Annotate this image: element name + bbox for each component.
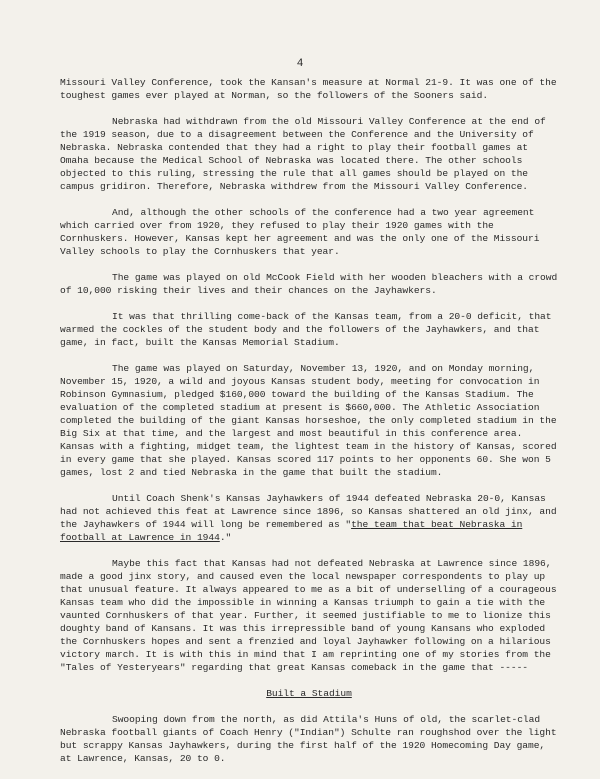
paragraph-1: Missouri Valley Conference, took the Kansan's measure at Normal 21-9. It was one of the toughest games ever played at Norman, so the followers of the Sooners said. <box>60 77 557 101</box>
paragraph-6: The game was played on Saturday, November 13, 1920, and on Monday morning, November 15, 1920, a wild and joyous Kansas student body, meeting for convocation in Robinson Gymnasium, pledged $160,000 toward the building of the Kansas Stadium. The evaluation of the completed stadium at present is $660,000. The Athletic Association completed the building of the giant Kansas horseshoe, the only completed stadium in the Big Six at that time, and the largest and most beautiful in this conference area. Kansas with a fighting, midget team, the lightest team in the history of Kansas, scored in every game that she played. Kansas scored 117 points to her opponents 60. She won 5 games, lost 2 and tied Nebraska in the game that built the stadium. <box>60 363 557 478</box>
paragraph-3: And, although the other schools of the conference had a two year agreement which carried over from 1920, they refused to play their 1920 games with the Cornhuskers. However, Kansas kept her agreement and was the only one of the Missouri Valley schools to play the Cornhuskers that year. <box>60 207 540 257</box>
page-number: 4 <box>296 58 304 70</box>
document-body <box>60 76 558 778</box>
paragraph-2: Nebraska had withdrawn from the old Missouri Valley Conference at the end of the 1919 season, due to a disagreement between the Conference and the University of Nebraska. Nebraska contended that they had a right to play their football games at Omaha because the Medical School of Nebraska was located there. The other schools objected to this ruling, stressing the rule that all games should be played on the campus gridiron. Therefore, Nebraska withdrew from the Missouri Valley Conference. <box>60 116 546 192</box>
section-heading: Built a Stadium <box>266 688 352 699</box>
paragraph-7-end: ." <box>219 532 232 543</box>
paragraph-7-text: Until Coach Shenk's Kansas Jayhawkers of 1944 defeated Nebraska 20-0, Kansas had not achieved this feat at Lawrence since 1896, so Kansas shattered an old jinx, and the Jayhawkers of 1944 will long be remembered as " <box>60 493 557 530</box>
paragraph-4: The game was played on old McCook Field with her wooden bleachers with a crowd of 10,000 risking their lives and their chances on the Jayhawkers. <box>60 272 558 296</box>
paragraph-final: Swooping down from the north, as did Attila's Huns of old, the scarlet-clad Nebraska football giants of Coach Henry ("Indian") Schulte ran roughshod over the light but scrappy Kansas Jayhawkers, during the first half of the 1920 Homecoming Day game, at Lawrence, Kansas, 20 to 0. <box>60 714 557 764</box>
paragraph-7 <box>60 492 558 544</box>
paragraph-8: Maybe this fact that Kansas had not defeated Nebraska at Lawrence since 1896, made a good jinx story, and caused even the local newspaper correspondents to play up that unusual feature. It always appeared to me as a bit of underselling of a courageous Kansas team who did the impossible in winning a Kansas triumph to gain a tie with the vaunted Cornhuskers of that year. Further, it seemed justifiable to me to lionize this doughty band of Kansans. It was this irrepressible band of young Kansans who exploded the Cornhuskers hopes and sent a frenzied and loyal Jayhawker following on a hilarious victory march. It is with this in mind that I am reprinting one of my stories from the "Tales of Yesteryears" regarding that great Kansas comeback in the game that ----- <box>60 558 557 673</box>
underlined-phrase: the team that beat Nebraska in football at Lawrence in 1944 <box>60 519 523 543</box>
paragraph-5: It was that thrilling come-back of the Kansas team, from a 20-0 deficit, that warmed the cockles of the student body and the followers of the Jayhawkers, and that game, in fact, built the Kansas Memorial Stadium. <box>60 311 552 348</box>
